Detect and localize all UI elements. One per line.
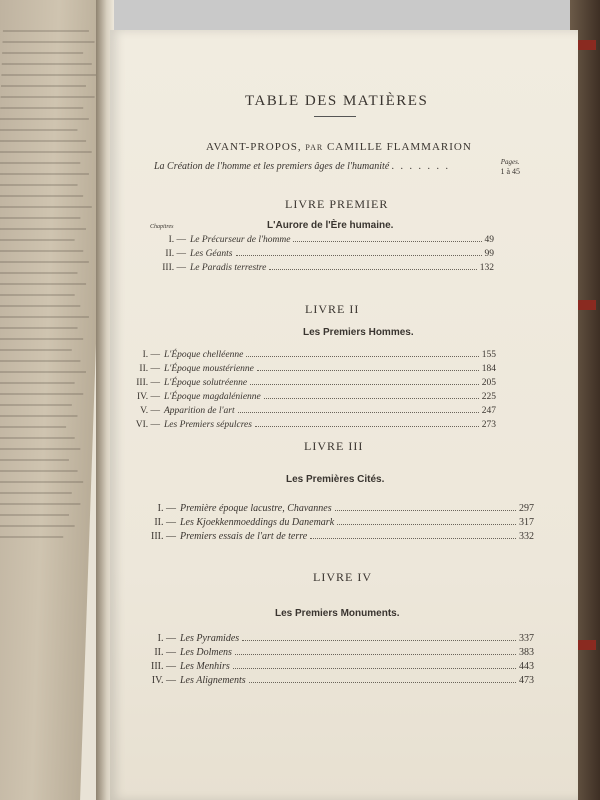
toc-entry [110, 364, 496, 374]
chapter-number: V. — [140, 406, 160, 416]
page-number: 337 [519, 633, 534, 644]
page-number: 317 [519, 517, 534, 528]
left-page-text-line [0, 393, 83, 395]
left-page-text-line [0, 382, 75, 384]
dot-leader [264, 398, 479, 399]
chapter-title: Les Dolmens [180, 647, 232, 658]
left-page-text-line [0, 338, 83, 340]
page-number: 205 [481, 378, 496, 388]
background-surface [108, 0, 600, 34]
page-number: 49 [484, 235, 494, 245]
dot-leader [255, 426, 479, 427]
chapter-title: Les Premiers sépulcres [164, 420, 252, 430]
left-page-text-line [0, 151, 92, 153]
page-number: 247 [481, 406, 496, 416]
chapter-number: IV. — [136, 392, 160, 402]
toc-entry [110, 633, 534, 644]
left-page-text-line [1, 96, 95, 98]
left-page-text-line [0, 481, 83, 483]
page-number: 383 [519, 647, 534, 658]
chapter-title: Les Alignements [180, 675, 246, 686]
left-page-text-line [0, 228, 86, 230]
left-page-text-line [0, 184, 78, 186]
page-number: 273 [481, 420, 496, 430]
chapter-number: I. — [168, 235, 186, 245]
left-page-text-line [0, 371, 86, 373]
chapter-number: III. — [151, 531, 176, 542]
dot-leader [335, 510, 516, 511]
left-page-text-line [0, 239, 75, 241]
dot-leader [250, 384, 479, 385]
chapter-title: Les Géants [190, 249, 233, 259]
left-page-text-line [0, 503, 80, 505]
left-page-text-line [0, 283, 86, 285]
dot-leader [246, 356, 478, 357]
livre-heading: LIVRE PREMIER [285, 197, 389, 211]
left-page-text-line [0, 195, 83, 197]
avant-propos-line [206, 141, 472, 153]
livre-subtitle: Les Premiers Hommes. [303, 327, 414, 338]
chapter-title: Première époque lacustre, Chavannes [180, 503, 332, 514]
left-page-text-line [0, 107, 83, 109]
toc-entry [138, 263, 494, 273]
toc-entry [110, 531, 534, 542]
dot-leader [257, 370, 479, 371]
toc-entry [110, 420, 496, 430]
left-page-text-line [3, 30, 89, 32]
left-page-text-line [0, 305, 80, 307]
intro-title: La Création de l'homme et les premiers âges de l'humanité [154, 161, 390, 172]
left-page-text-line [0, 250, 83, 252]
chapter-number: I. — [157, 633, 176, 644]
chapter-title: Les Pyramides [180, 633, 240, 644]
chapter-number: I. — [142, 350, 160, 360]
left-page-text-line [1, 85, 86, 87]
livre-subtitle: Les Premières Cités. [286, 474, 385, 485]
toc-page [110, 30, 578, 800]
toc-entry [138, 249, 494, 259]
toc-entry [110, 378, 496, 388]
left-page-text-line [0, 173, 89, 175]
left-page-text-line [0, 349, 72, 351]
intro-pages: 1 à 45 [500, 167, 520, 176]
left-page-text-line [0, 261, 89, 263]
pages-column-head [500, 158, 520, 176]
intro-entry [154, 161, 450, 172]
dot-leader [235, 654, 516, 655]
left-page-text-line [0, 459, 69, 461]
left-page-text-line [0, 448, 80, 450]
livre-subtitle: Les Premiers Monuments. [275, 608, 400, 619]
chapter-number: III. — [151, 661, 176, 672]
title-rule [314, 116, 356, 117]
left-page-text-line [0, 162, 80, 164]
livre-heading: LIVRE II [305, 302, 360, 316]
chapter-number: III. — [162, 263, 186, 273]
par-label: PAR [305, 143, 324, 152]
toc-entry [110, 675, 534, 686]
chapter-title: Apparition de l'art [164, 406, 235, 416]
chapter-title: L'Époque moustérienne [164, 364, 254, 374]
chapter-title: L'Époque chelléenne [164, 350, 244, 360]
page-number: 473 [519, 675, 534, 686]
livre-heading: LIVRE III [304, 439, 364, 453]
page-number: 155 [481, 350, 496, 360]
author-name: CAMILLE FLAMMARION [326, 141, 472, 153]
livre-heading: LIVRE IV [313, 570, 372, 584]
intro-dots: . . . . . . . [391, 161, 451, 172]
chapter-number: II. — [139, 364, 160, 374]
page-number: 184 [481, 364, 496, 374]
chapter-number: II. — [154, 517, 176, 528]
dot-leader [337, 524, 516, 525]
left-page-text-line [1, 74, 97, 76]
left-page-text-line [0, 470, 78, 472]
chapter-title: L'Époque solutréenne [164, 378, 248, 388]
page-title: TABLE DES MATIÈRES [245, 93, 429, 109]
dot-leader [310, 538, 516, 539]
left-page-text-line [2, 52, 83, 54]
page-number: 297 [519, 503, 534, 514]
left-page-text-line [0, 294, 75, 296]
page-number: 443 [519, 661, 534, 672]
chapter-number: I. — [157, 503, 176, 514]
left-page-text-line [0, 129, 77, 131]
avant-propos-label: AVANT-PROPOS, [206, 141, 302, 153]
toc-entry [110, 661, 534, 672]
dot-leader [269, 269, 476, 270]
chapter-title: Le Précurseur de l'homme [190, 235, 291, 245]
chapter-title: Les Kjoekkenmoeddings du Danemark [180, 517, 335, 528]
left-page-text-line [2, 63, 92, 65]
left-page-text-line [0, 437, 75, 439]
toc-entry [110, 350, 496, 360]
chapter-title: Les Menhirs [180, 661, 230, 672]
left-page-text-line [0, 415, 78, 417]
left-page-text-line [0, 217, 80, 219]
toc-entry [110, 517, 534, 528]
left-page-text-line [0, 514, 69, 516]
chapter-title: Premiers essais de l'art de terre [180, 531, 308, 542]
left-page-text-line [0, 426, 66, 428]
toc-entry [110, 647, 534, 658]
left-page-text-line [0, 140, 86, 142]
dot-leader [233, 668, 516, 669]
left-page-text-line [0, 327, 78, 329]
dot-leader [293, 241, 481, 242]
left-page-text-line [0, 206, 92, 208]
pages-label: Pages. [500, 158, 520, 166]
page-number: 225 [481, 392, 496, 402]
left-page-text-line [0, 404, 72, 406]
left-page-text-line [0, 316, 89, 318]
dot-leader [249, 682, 516, 683]
livre-subtitle: L'Aurore de l'Ère humaine. [267, 220, 394, 231]
left-page-text-line [0, 492, 72, 494]
page-number: 332 [519, 531, 534, 542]
dot-leader [238, 412, 479, 413]
toc-entry [110, 406, 496, 416]
toc-entry [138, 235, 494, 245]
left-page-text-line [2, 41, 94, 43]
chapter-number: IV. — [151, 675, 176, 686]
left-page-text-line [0, 525, 75, 527]
page-number: 132 [479, 263, 494, 273]
chapter-number: II. — [154, 647, 176, 658]
chapter-title: L'Époque magdalénienne [164, 392, 261, 402]
left-page [0, 0, 108, 800]
chapter-number: III. — [136, 378, 160, 388]
dot-leader [236, 255, 482, 256]
chapitres-label: Chapitres [150, 224, 174, 230]
chapter-number: II. — [165, 249, 186, 259]
chapter-number: VI. — [135, 420, 160, 430]
left-page-text-line [0, 360, 80, 362]
dot-leader [242, 640, 516, 641]
page-number: 99 [484, 249, 494, 259]
left-page-text-line [0, 118, 89, 120]
toc-entry [110, 503, 534, 514]
left-page-text-line [0, 536, 63, 538]
left-page-text-line [0, 272, 78, 274]
chapter-title: Le Paradis terrestre [190, 263, 267, 273]
toc-entry [110, 392, 496, 402]
